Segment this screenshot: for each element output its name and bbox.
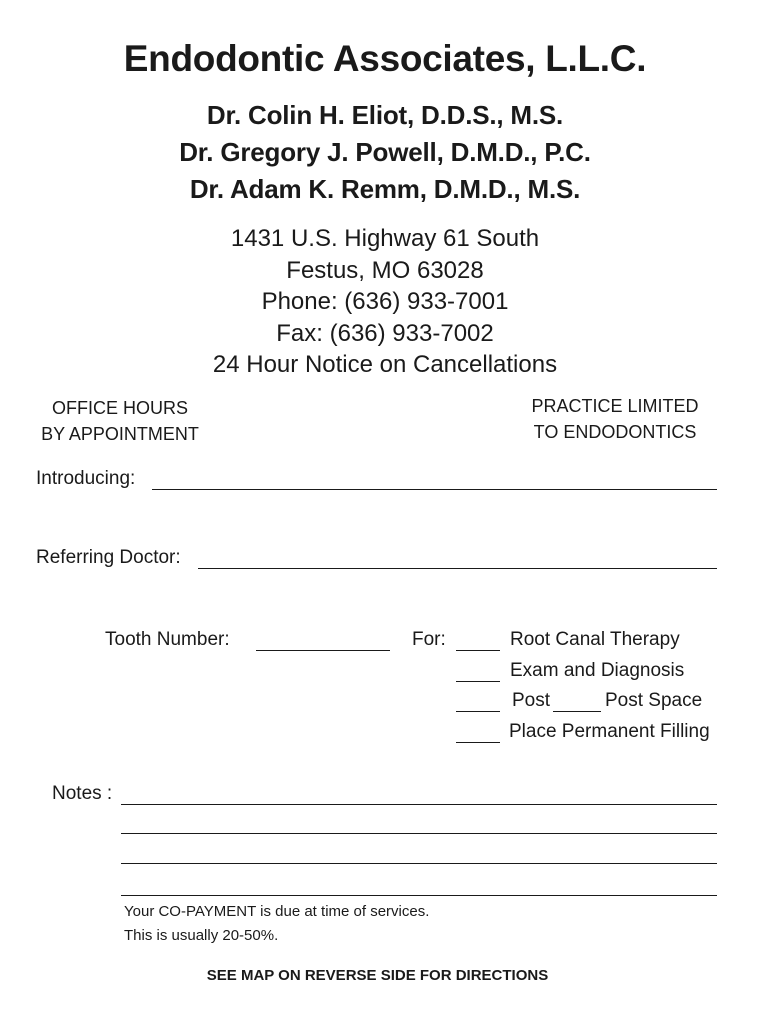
referring-doctor-label: Referring Doctor:	[36, 547, 181, 568]
notes-line-4[interactable]	[121, 895, 717, 896]
doctor-powell: Dr. Gregory J. Powell, D.M.D., P.C.	[179, 137, 591, 167]
post-space-label: Post Space	[605, 690, 703, 711]
filling-check[interactable]	[456, 742, 500, 743]
root-canal-check[interactable]	[456, 650, 500, 651]
fax-number: Fax: (636) 933-7002	[276, 320, 494, 347]
phone-number: Phone: (636) 933-7001	[261, 288, 509, 315]
filling-label: Place Permanent Filling	[509, 721, 710, 742]
root-canal-label: Root Canal Therapy	[510, 629, 680, 650]
practice-limited	[520, 393, 710, 445]
notes-label: Notes :	[52, 783, 113, 804]
office-hours-line1: OFFICE HOURS	[51, 398, 188, 418]
tooth-number-label: Tooth Number:	[105, 629, 230, 650]
practice-limited-line1: PRACTICE LIMITED	[531, 396, 699, 416]
copay-line2: This is usually 20-50%.	[124, 927, 279, 944]
for-label: For:	[412, 629, 446, 650]
post-check[interactable]	[456, 711, 500, 712]
directions-footer: SEE MAP ON REVERSE SIDE FOR DIRECTIONS	[206, 967, 549, 984]
exam-label: Exam and Diagnosis	[510, 660, 685, 681]
practice-limited-line2: TO ENDODONTICS	[533, 422, 697, 442]
doctor-eliot: Dr. Colin H. Eliot, D.D.S., M.S.	[206, 100, 564, 130]
office-hours	[30, 395, 210, 447]
copay-line1: Your CO-PAYMENT is due at time of services.	[124, 903, 430, 920]
cancellation-notice: 24 Hour Notice on Cancellations	[212, 351, 558, 378]
post-label: Post	[512, 690, 551, 711]
address-street: 1431 U.S. Highway 61 South	[230, 225, 540, 252]
notes-line-2[interactable]	[121, 833, 717, 834]
tooth-number-field[interactable]	[256, 650, 390, 651]
introducing-field[interactable]	[152, 489, 717, 490]
doctor-remm: Dr. Adam K. Remm, D.M.D., M.S.	[189, 174, 581, 204]
office-hours-line2: BY APPOINTMENT	[41, 424, 199, 444]
referring-doctor-field[interactable]	[198, 568, 717, 569]
notes-line-1[interactable]	[121, 804, 717, 805]
address-city: Festus, MO 63028	[286, 257, 484, 284]
post-space-check[interactable]	[553, 711, 601, 712]
introducing-label: Introducing:	[36, 468, 136, 489]
notes-line-3[interactable]	[121, 863, 717, 864]
exam-check[interactable]	[456, 681, 500, 682]
practice-name: Endodontic Associates, L.L.C.	[123, 38, 647, 79]
